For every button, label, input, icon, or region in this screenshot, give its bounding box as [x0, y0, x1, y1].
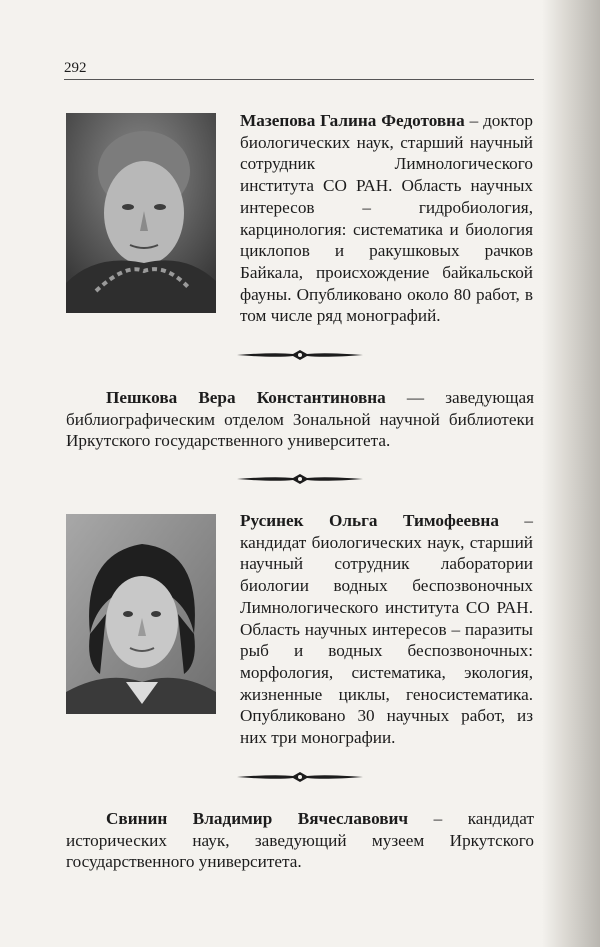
person-description: — заведующая библиографическим отделом Зональной научной библиотеки Иркутского государственного университета. [66, 388, 534, 451]
person-description: – доктор биологических наук, старший научный сотрудник Лимнологического института СО РАН. Область научных интересов – гидробиология, карцинология: систематика и биология циклопов и ракушковых рачков Байкала, происхождение байкальской фауны. Опубликовано около 80 работ, в том числе ряд монографий. [240, 111, 533, 326]
entry-rusinek [240, 510, 533, 749]
person-name: Мазепова Галина Федотовна [240, 111, 465, 130]
person-name: Русинек Ольга Тимофеевна [240, 511, 499, 530]
entry-svinin [66, 808, 534, 873]
entry-mazepova [240, 110, 533, 327]
header-rule [64, 79, 534, 80]
portrait-photo-rusinek [66, 514, 216, 714]
page-number: 292 [64, 60, 87, 76]
ornamental-divider [235, 771, 365, 783]
person-description: – кандидат биологических наук, старший научный сотрудник лаборатории биологии водных беспозвоночных Лимнологического института СО РАН. Область научных интересов – паразиты рыб и водных беспозвоночных: морфология, систематика, экология, жизненные циклы, геносистематика. Опубликовано 30 научных работ, из них три монографии. [240, 511, 533, 748]
person-description: – кандидат исторических наук, заведующий музеем Иркутского государственного университета. [66, 809, 534, 872]
person-name: Свинин Владимир Вячеславович [106, 809, 409, 828]
person-name: Пешкова Вера Константиновна [106, 388, 386, 407]
page-edge-shadow [542, 0, 600, 947]
portrait-photo-mazepova [66, 113, 216, 313]
entry-peshkova [66, 387, 534, 452]
ornamental-divider [235, 473, 365, 485]
ornamental-divider [235, 349, 365, 361]
